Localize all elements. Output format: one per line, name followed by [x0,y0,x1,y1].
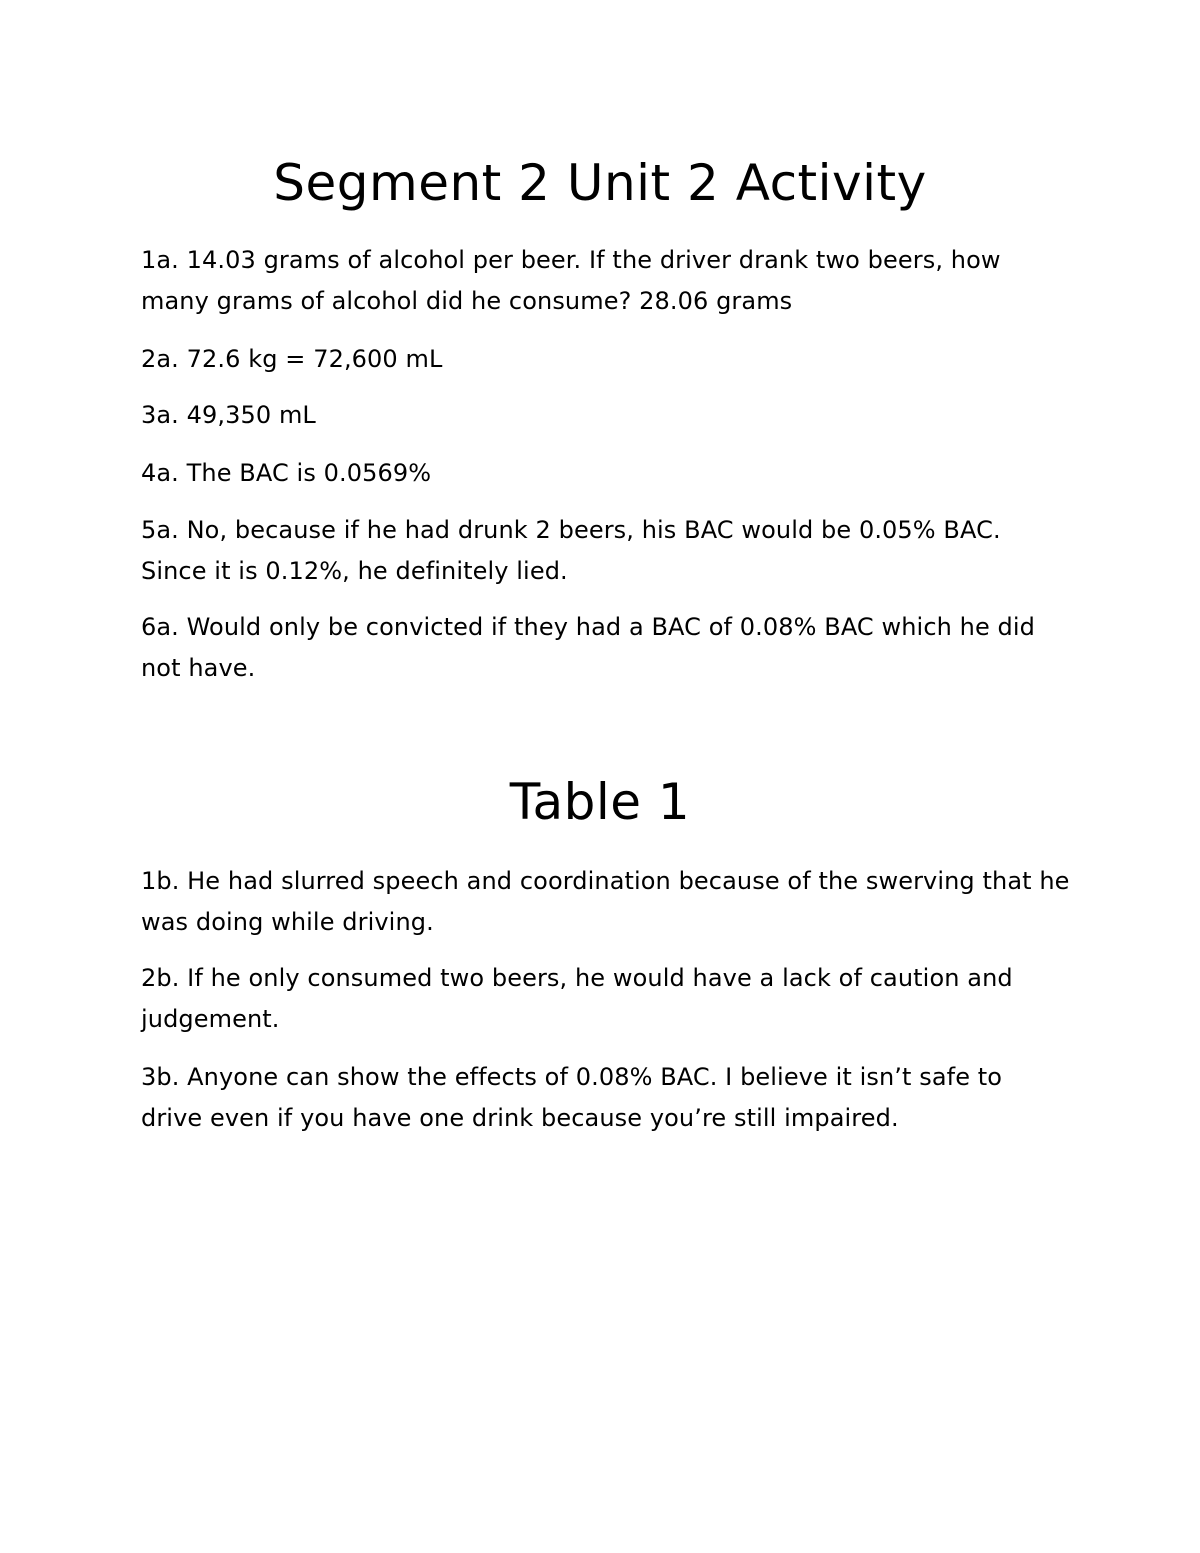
answer-1a: 1a. 14.03 grams of alcohol per beer. If the driver drank two beers, how many grams of alcohol did he consume? 28.06 grams [141,246,1001,315]
page-title: Segment 2 Unit 2 Activity [273,154,927,212]
answer-3b: 3b. Anyone can show the effects of 0.08% BAC. I believe it isn’t safe to drive even if you have one drink because you’re still impaired. [141,1063,1003,1132]
answer-2b: 2b. If he only consumed two beers, he would have a lack of caution and judgement. [141,964,1013,1033]
answer-3a: 3a. 49,350 mL [141,401,316,429]
answer-5a: 5a. No, because if he had drunk 2 beers, his BAC would be 0.05% BAC. Since it is 0.12%, he definitely lied. [141,516,1001,585]
answer-1b: 1b. He had slurred speech and coordination because of the swerving that he was doing while driving. [141,867,1070,936]
answer-4a: 4a. The BAC is 0.0569% [141,459,432,487]
answer-6a: 6a. Would only be convicted if they had a BAC of 0.08% BAC which he did not have. [141,613,1035,682]
answer-2a: 2a. 72.6 kg = 72,600 mL [141,345,443,373]
section-heading-table-1: Table 1 [509,773,691,831]
